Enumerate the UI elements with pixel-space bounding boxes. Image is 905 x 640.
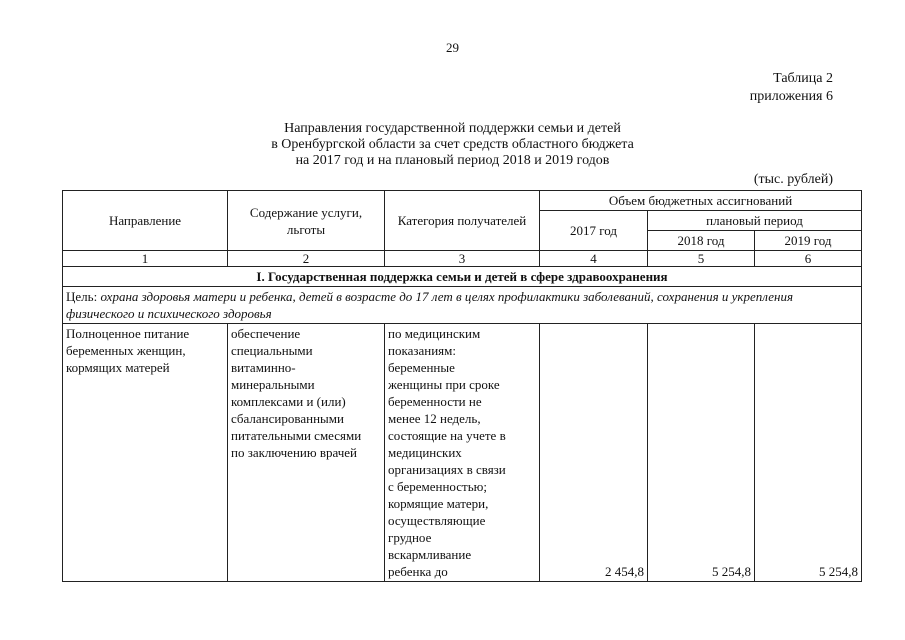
table-ref-line1: Таблица 2	[773, 71, 833, 86]
col-number-3: 3	[385, 251, 540, 267]
col-number-2: 2	[228, 251, 385, 267]
support-table	[62, 190, 862, 582]
category-line: осуществляющие	[388, 513, 486, 528]
category-line: вскармливание	[388, 547, 472, 562]
service-line: по заключению врачей	[231, 445, 357, 460]
header-2018: 2018 год	[648, 231, 755, 251]
table-row	[63, 324, 862, 582]
service-line: питательными смесями	[231, 428, 362, 443]
col-number-1: 1	[63, 251, 228, 267]
category-line: состоящие на учете в	[388, 428, 506, 443]
title-line1: Направления государственной поддержки семьи и детей	[284, 121, 621, 136]
category-line: кормящие матери,	[388, 496, 489, 511]
category-line: грудное	[388, 530, 432, 545]
value-2019: 5 254,8	[755, 324, 862, 582]
title-line2: в Оренбургской области за счет средств областного бюджета	[271, 137, 634, 152]
table-reference	[750, 70, 833, 106]
col-number-5: 5	[648, 251, 755, 267]
header-volume: Объем бюджетных ассигнований	[540, 191, 862, 211]
category-line: медицинских	[388, 445, 462, 460]
service-line: минеральными	[231, 377, 315, 392]
direction-line: Полноценное питание	[66, 326, 190, 341]
goal-text: охрана здоровья матери и ребенка, детей в возрасте до 17 лет в целях профилактики заболеваний, сохранения и укрепления физического и психического здоровья	[66, 289, 794, 321]
category-line: организациях в связи	[388, 462, 506, 477]
category-line: беременные	[388, 360, 455, 375]
table-ref-line2: приложения 6	[749, 89, 833, 104]
col-number-6: 6	[755, 251, 862, 267]
direction-line: беременных женщин,	[66, 343, 186, 358]
direction-line: кормящих матерей	[66, 360, 170, 375]
header-planned: плановый период	[648, 211, 862, 231]
service-line: витаминно-	[231, 360, 296, 375]
category-line: по медицинским	[388, 326, 481, 341]
category-line: беременности не	[388, 394, 482, 409]
header-direction: Направление	[63, 191, 228, 251]
category-line: показаниям:	[388, 343, 456, 358]
category-line: с беременностью;	[388, 479, 487, 494]
value-2018: 5 254,8	[648, 324, 755, 582]
col-number-4: 4	[540, 251, 648, 267]
category-line: ребенка до	[388, 564, 448, 579]
row-direction	[63, 324, 228, 582]
category-line: женщины при сроке	[388, 377, 500, 392]
service-line: обеспечение	[231, 326, 301, 341]
page-number: 29	[446, 40, 459, 55]
row-category	[385, 324, 540, 582]
goal-row	[63, 287, 862, 324]
header-service: Содержание услуги, льготы	[228, 191, 385, 251]
row-service	[228, 324, 385, 582]
section-heading: I. Государственная поддержка семьи и детей в сфере здравоохранения	[63, 267, 862, 287]
service-line: специальными	[231, 343, 313, 358]
header-2019: 2019 год	[755, 231, 862, 251]
header-2017: 2017 год	[540, 211, 648, 251]
service-line: комплексами и (или)	[231, 394, 346, 409]
service-line: сбалансированными	[231, 411, 344, 426]
category-line: менее 12 недель,	[388, 411, 481, 426]
goal-label: Цель:	[66, 289, 98, 304]
value-2017: 2 454,8	[540, 324, 648, 582]
header-category: Категория получателей	[385, 191, 540, 251]
document-title	[0, 121, 905, 169]
units-label: (тыс. рублей)	[753, 172, 833, 187]
title-line3: на 2017 год и на плановый период 2018 и 2019 годов	[295, 153, 610, 168]
